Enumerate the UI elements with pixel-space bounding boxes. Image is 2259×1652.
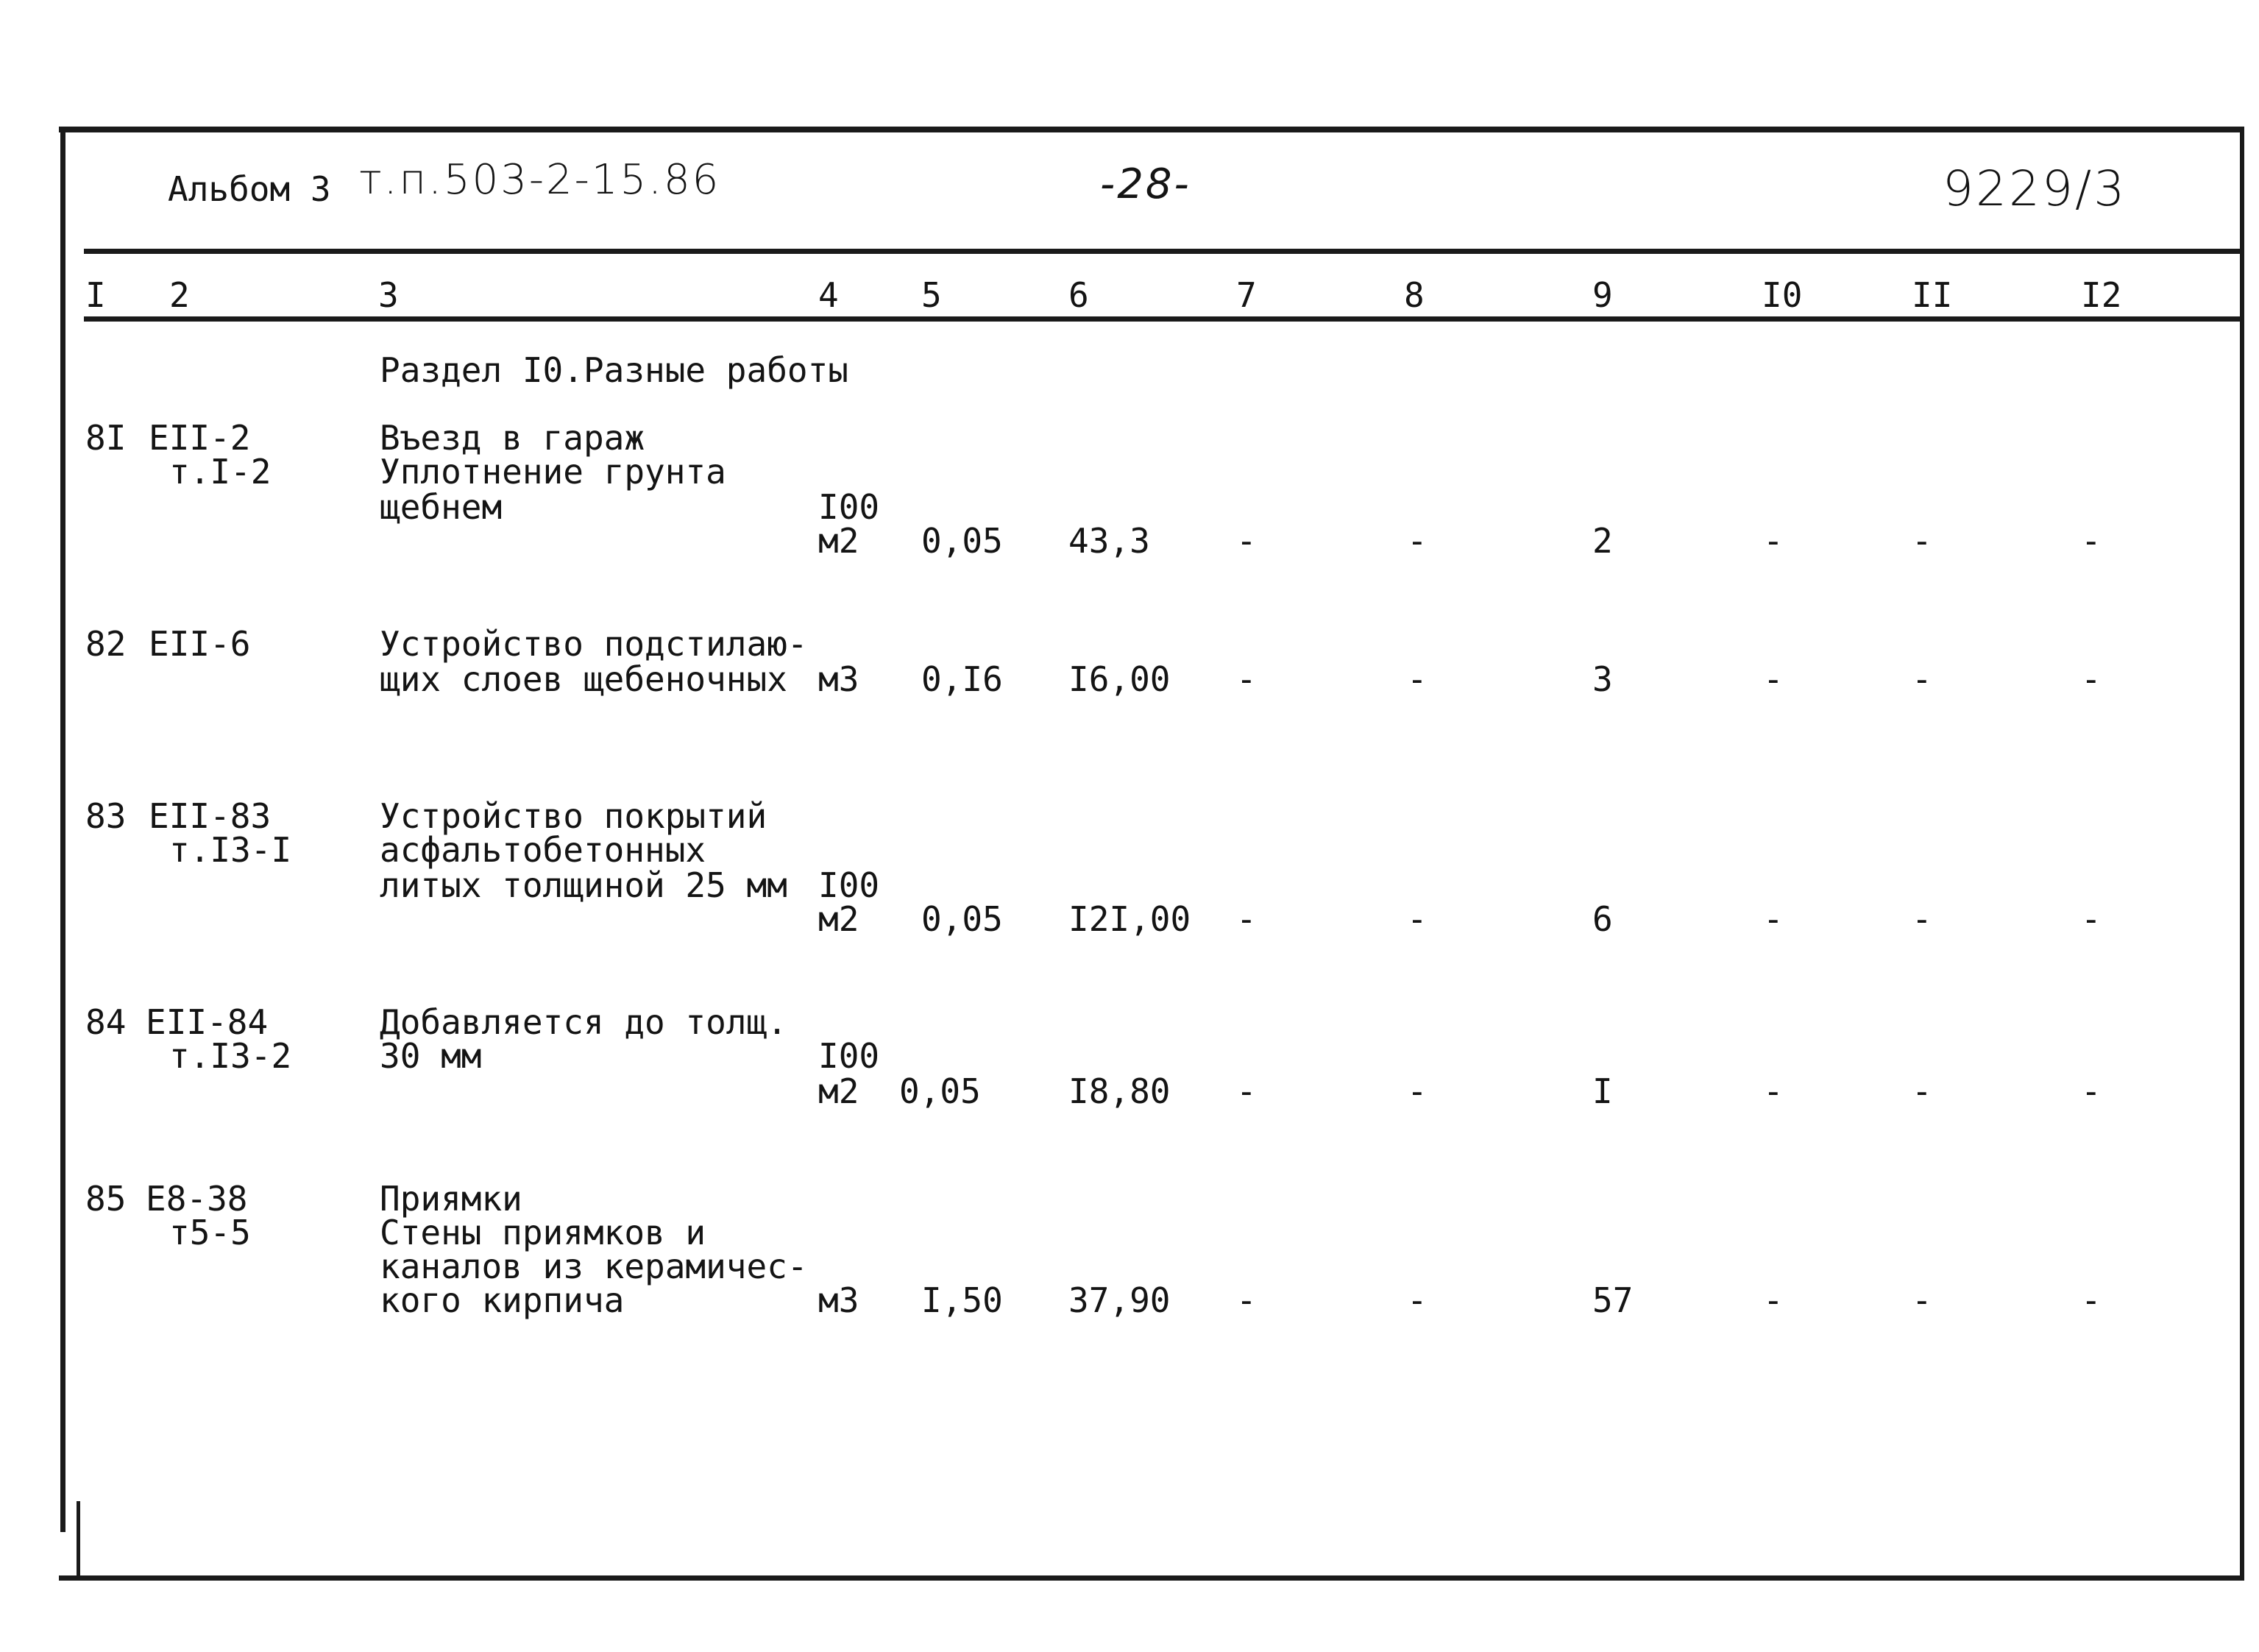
row-col9: 6 [1592, 899, 1613, 939]
row-col11: - [1912, 659, 1932, 699]
row-description: Приямки [380, 1179, 522, 1219]
row-col8: - [1407, 899, 1428, 939]
row-unit: м2 [818, 521, 859, 561]
row-description: Устройство покрытий [380, 796, 767, 836]
col-header-2: 2 [169, 275, 190, 315]
row-quantity: 0,05 [899, 1071, 981, 1111]
row-col7: - [1236, 1280, 1257, 1320]
row-col11: - [1912, 521, 1932, 561]
row-description: кого кирпича [380, 1280, 625, 1320]
row-col11: - [1912, 899, 1932, 939]
row-code: EII-83 [149, 796, 272, 836]
row-unit: м3 [818, 659, 859, 699]
col-header-9: 9 [1592, 275, 1613, 315]
column-header-divider [84, 316, 2241, 322]
album-handwritten: т.п.503-2-15.86 [359, 156, 721, 204]
row-col9: I [1592, 1071, 1613, 1111]
row-unit: I00 [818, 865, 880, 905]
col-header-8: 8 [1404, 275, 1425, 315]
row-col11: - [1912, 1280, 1932, 1320]
frame-left-border-lower [77, 1501, 80, 1581]
row-number: 8I [85, 418, 127, 458]
row-col11: - [1912, 1071, 1932, 1111]
row-number: 84 [85, 1002, 127, 1042]
col-header-1: I [85, 275, 106, 315]
row-quantity: 0,I6 [921, 659, 1003, 699]
row-code: EII-6 [149, 624, 251, 664]
row-price: 37,90 [1068, 1280, 1171, 1320]
row-description: Въезд в гараж [380, 418, 645, 458]
row-description: каналов из керамичес- [380, 1247, 808, 1286]
row-col12: - [2081, 899, 2102, 939]
row-col7: - [1236, 1071, 1257, 1111]
col-header-11: II [1912, 275, 1953, 315]
row-price: I8,80 [1068, 1071, 1171, 1111]
row-description: Уплотнение грунта [380, 452, 726, 492]
row-unit: м3 [818, 1280, 859, 1320]
row-number: 83 [85, 796, 127, 836]
row-quantity: I,50 [921, 1280, 1003, 1320]
row-col8: - [1407, 659, 1428, 699]
row-col12: - [2081, 659, 2102, 699]
document-code: 9229/3 [1943, 160, 2127, 217]
col-header-4: 4 [818, 275, 839, 315]
row-number: 85 [85, 1179, 127, 1219]
row-description: Добавляется до толщ. [380, 1002, 787, 1042]
row-unit: м2 [818, 899, 859, 939]
row-code-table: т.I-2 [169, 452, 272, 492]
album-label: Альбом 3 [168, 169, 331, 209]
col-header-7: 7 [1236, 275, 1257, 315]
row-col12: - [2081, 1071, 2102, 1111]
row-col10: - [1763, 659, 1784, 699]
row-price: 43,3 [1068, 521, 1150, 561]
row-col12: - [2081, 521, 2102, 561]
row-col8: - [1407, 1280, 1428, 1320]
row-code: EII-84 [146, 1002, 269, 1042]
row-col9: 57 [1592, 1280, 1634, 1320]
row-col10: - [1763, 1071, 1784, 1111]
row-price: I2I,00 [1068, 899, 1191, 939]
row-unit: I00 [818, 1036, 880, 1076]
row-col12: - [2081, 1280, 2102, 1320]
col-header-12: I2 [2081, 275, 2122, 315]
row-description: Стены приямков и [380, 1213, 706, 1252]
row-description: асфальтобетонных [380, 830, 706, 870]
row-col8: - [1407, 1071, 1428, 1111]
row-number: 82 [85, 624, 127, 664]
col-header-10: I0 [1762, 275, 1803, 315]
row-col9: 2 [1592, 521, 1613, 561]
col-header-3: 3 [378, 275, 399, 315]
row-code-table: т.I3-I [169, 830, 292, 870]
header-divider [84, 249, 2241, 254]
frame-left-border [60, 127, 65, 1532]
row-unit: I00 [818, 487, 880, 527]
row-unit: м2 [818, 1071, 859, 1111]
row-code-table: т5-5 [169, 1213, 251, 1252]
row-quantity: 0,05 [921, 521, 1003, 561]
row-description: Устройство подстилаю- [380, 624, 808, 664]
col-header-5: 5 [921, 275, 942, 315]
row-code: EII-2 [149, 418, 251, 458]
row-price: I6,00 [1068, 659, 1171, 699]
row-col10: - [1763, 899, 1784, 939]
row-code: E8-38 [146, 1179, 248, 1219]
row-col8: - [1407, 521, 1428, 561]
row-col9: 3 [1592, 659, 1613, 699]
row-description: 30 мм [380, 1036, 482, 1076]
row-col7: - [1236, 521, 1257, 561]
section-title: Раздел I0.Разные работы [380, 350, 848, 390]
row-code-table: т.I3-2 [169, 1036, 292, 1076]
row-col10: - [1763, 521, 1784, 561]
page-number: -28- [1100, 160, 1191, 208]
row-col7: - [1236, 659, 1257, 699]
col-header-6: 6 [1068, 275, 1089, 315]
row-description: щих слоев щебеночных [380, 659, 787, 699]
row-col7: - [1236, 899, 1257, 939]
row-description: литых толщиной 25 мм [380, 865, 787, 905]
row-col10: - [1763, 1280, 1784, 1320]
row-quantity: 0,05 [921, 899, 1003, 939]
row-description: щебнем [380, 487, 503, 527]
